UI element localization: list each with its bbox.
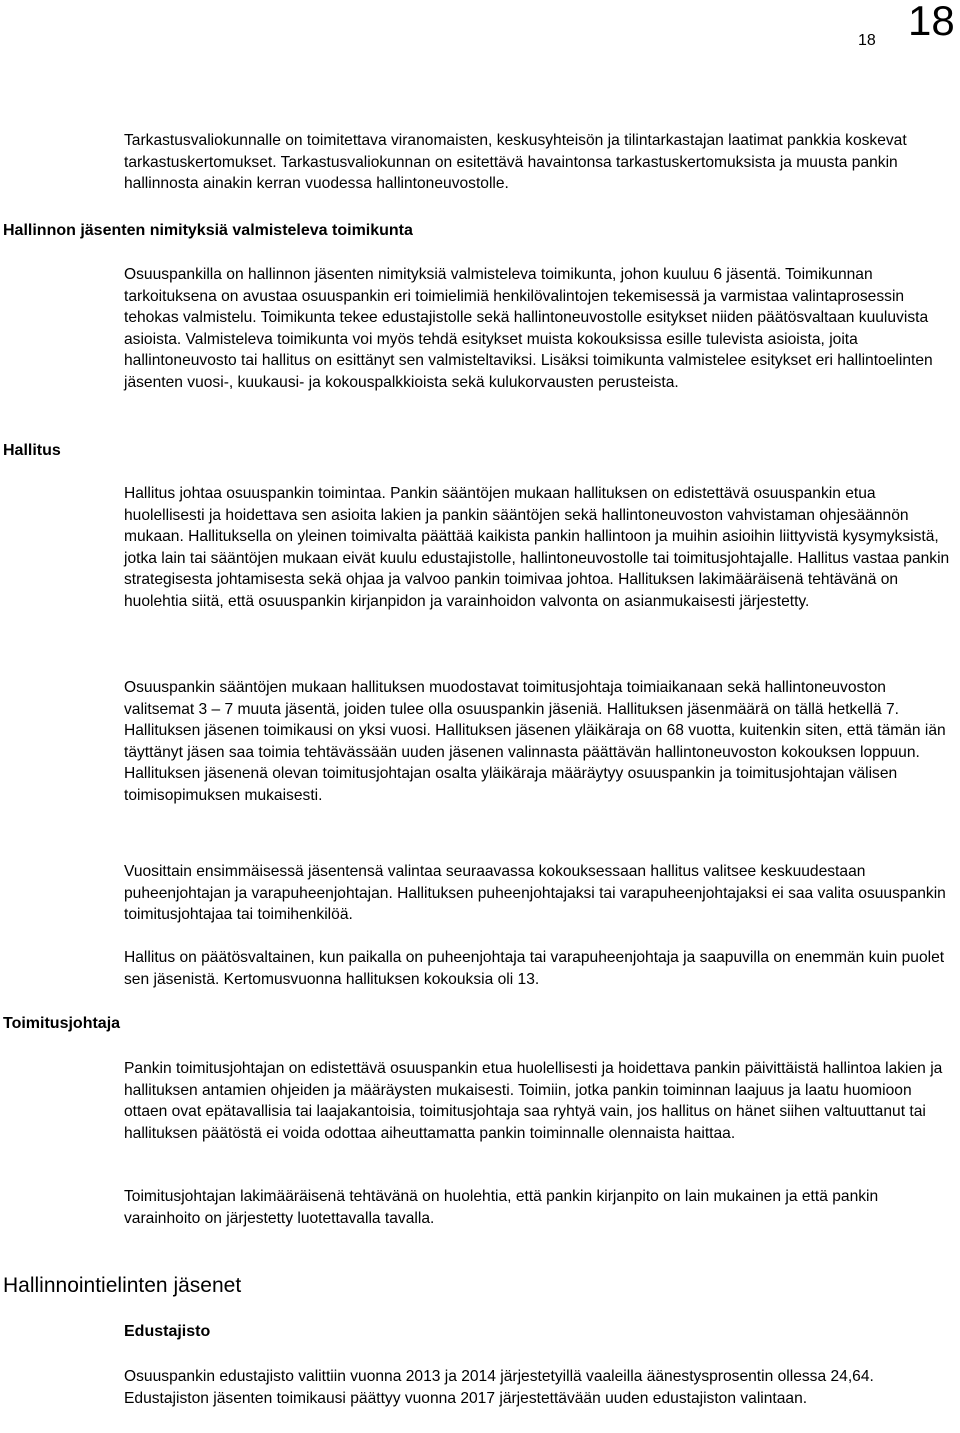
- nomination-committee-paragraph: Osuuspankilla on hallinnon jäsenten nimityksiä valmisteleva toimikunta, johon kuuluu 6 jäsentä. Toimikunnan tarkoituksena on avustaa osuuspankin eri toimielimiä henkilövalintojen tekemisessä ja varmistaa valintaprosessin tehokas valmistelu. Toimikunta tekee edustajistolle sekä hallintoneuvostolle esitykset niiden päätösvaltaan kuuluvista asioista. Valmisteleva toimikunta voi myös tehdä esitykset muista kokouksissa esille tulevista asioista, joita hallintoneuvosto tai hallitus on esittänyt sen valmisteltaviksi. Lisäksi toimikunta valmistelee esitykset eri hallintoelinten jäsenten vuosi-, kuukausi- ja kokouspalkkioista sekä kulukorvausten perusteista.: [124, 266, 933, 391]
- board-paragraph-2: Osuuspankin sääntöjen mukaan hallituksen muodostavat toimitusjohtaja toimiaikanaan sekä hallintoneuvoston valitsemat 3 – 7 muuta jäsentä, joiden tulee olla osuuspankin jäseniä. Hallituksen jäsenmäärä on tällä hetkellä 7. Hallituksen jäsenen toimikausi on yksi vuosi. Hallituksen jäsenen yläikäraja on 68 vuotta, kuitenkin siten, että tämän iän täyttänyt jäsen saa toimia tehtävässään uuden jäsenen valinnasta päättävän hallintoneuvoston kokouksen loppuun. Hallituksen jäsenenä olevan toimitusjohtajan osalta yläikäraja määräytyy osuuspankin ja toimitusjohtajan välisen toimisopimuksen mukaisesti.: [124, 679, 946, 804]
- page-number-large: 18: [908, 0, 955, 44]
- board-heading: Hallitus: [3, 442, 61, 459]
- board-paragraph-4: Hallitus on päätösvaltainen, kun paikalla on puheenjohtaja tai varapuheenjohtaja ja saapuvilla on enemmän kuin puolet sen jäsenistä. Kertomusvuonna hallituksen kokouksia oli 13.: [124, 949, 945, 988]
- page-number-small: 18: [858, 32, 876, 49]
- members-heading: Hallinnointielinten jäsenet: [3, 1274, 242, 1297]
- assembly-paragraph: Osuuspankin edustajisto valittiin vuonna 2013 ja 2014 järjestetyillä vaaleilla äänestysprosentin ollessa 24,64. Edustajiston jäsenten toimikausi päättyy vuonna 2017 järjestettävään uuden edustajiston valintaan.: [124, 1368, 874, 1407]
- intro-paragraph: Tarkastusvaliokunnalle on toimitettava viranomaisten, keskusyhteisön ja tilintarkastajan laatimat pankkia koskevat tarkastuskertomukset. Tarkastusvaliokunnan on esitettävä havaintonsa tarkastuskertomuksista ja muusta pankin hallinnosta ainakin kerran vuodessa hallintoneuvostolle.: [124, 132, 907, 193]
- ceo-heading: Toimitusjohtaja: [3, 1015, 121, 1032]
- ceo-paragraph-1: Pankin toimitusjohtajan on edistettävä osuuspankin etua huolellisesti ja hoidettava pankin päivittäistä hallintoa lakien ja hallituksen antamien ohjeiden ja määräysten mukaisesti. Toimiin, jotka pankin toiminnan laajuus ja laatu huomioon ottaen ovat epätavallisia tai laajakantoisia, toimitusjohtaja saa ryhtyä vain, jos hallitus on hänet siihen valtuuttanut tai hallituksen päätöstä ei voida odottaa aiheuttamatta pankin toiminnalle olennaista haittaa.: [124, 1060, 943, 1142]
- nomination-committee-heading: Hallinnon jäsenten nimityksiä valmisteleva toimikunta: [3, 222, 413, 239]
- board-paragraph-1: Hallitus johtaa osuuspankin toimintaa. Pankin sääntöjen mukaan hallituksen on edistettävä osuuspankin etua huolellisesti ja hoidettava sen asioita lakien ja pankin sääntöjen sekä hallintoneuvoston vahvistaman ohjesäännön mukaan. Hallituksella on yleinen toimivalta päättää kaikista pankin hallintoon ja muihin asioihin liittyvistä kysymyksistä, jotka lain tai sääntöjen mukaan eivät kuulu edustajistolle, hallintoneuvostolle tai toimitusjohtajalle. Hallitus vastaa pankin strategisesta johtamisesta sekä ohjaa ja valvoo pankin toimivaa johtoa. Hallituksen lakimääräisenä tehtävänä on huolehtia siitä, että osuuspankin kirjanpidon ja varainhoidon valvonta on asianmukaisesti järjestetty.: [124, 485, 950, 610]
- board-paragraph-3: Vuosittain ensimmäisessä jäsentensä valintaa seuraavassa kokouksessaan hallitus valitsee keskuudestaan puheenjohtajan ja varapuheenjohtajan. Hallituksen puheenjohtajaksi tai varapuheenjohtajaksi ei saa valita osuuspankin toimitusjohtajaa tai toimihenkilöä.: [124, 863, 946, 924]
- ceo-paragraph-2: Toimitusjohtajan lakimääräisenä tehtävänä on huolehtia, että pankin kirjanpito on lain mukainen ja että pankin varainhoito on järjestetty luotettavalla tavalla.: [124, 1188, 879, 1227]
- assembly-subheading: Edustajisto: [124, 1323, 211, 1340]
